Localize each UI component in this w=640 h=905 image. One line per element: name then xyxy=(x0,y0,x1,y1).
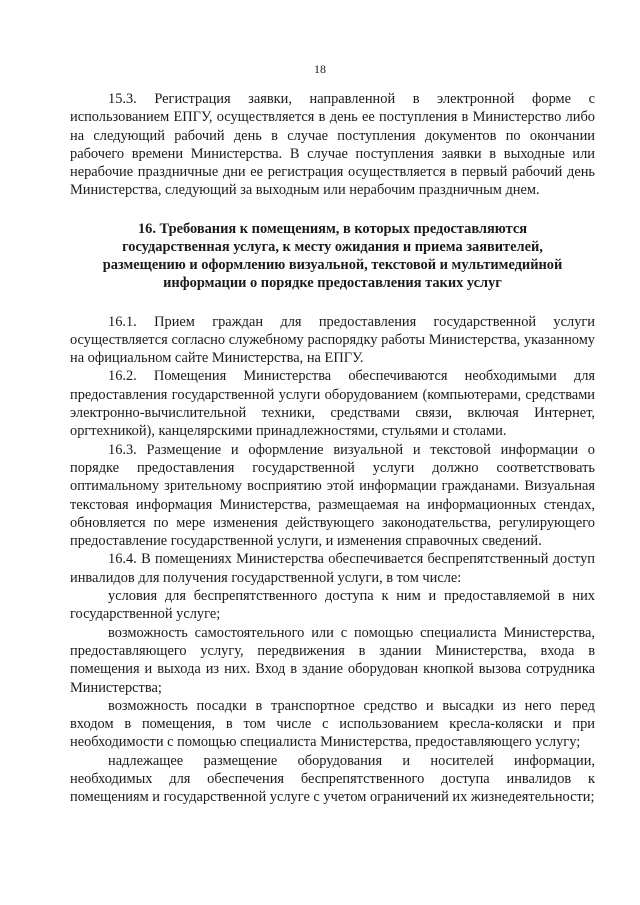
condition-movement: возможность самостоятельного или с помощью специалиста Министерства, предоставляющего услугу, передвижения в здании Министерства, входа в помещения и выхода из них. Вход в здание оборудован кнопкой вызова сотрудника Министерства; xyxy=(70,624,595,696)
condition-accessibility: условия для беспрепятственного доступа к ним и предоставляемой в них государственной услуге; xyxy=(70,588,595,623)
heading-line: 16. Требования к помещениям, в которых предоставляются xyxy=(137,220,528,237)
heading-line: государственная услуга, к месту ожидания и приема заявителей, xyxy=(122,238,543,255)
heading-line: размещению и оформлению визуальной, текстовой и мультимедийной xyxy=(102,257,563,274)
condition-equipment: надлежащее размещение оборудования и носителей информации, необходимых для обеспечения беспрепятственного доступа инвалидов к помещениям и государственной услуге с учетом ограничений их жизнедеятельности; xyxy=(70,752,595,806)
heading-line: информации о порядке предоставления таких услуг xyxy=(163,275,502,292)
document-body xyxy=(70,90,595,807)
paragraph-16-1: 16.1. Прием граждан для предоставления государственной услуги осуществляется согласно служебному распорядку работы Министерства, указанному на официальном сайте Министерства, на ЕПГУ. xyxy=(70,313,595,367)
condition-transport: возможность посадки в транспортное средство и высадки из него перед входом в помещения, в том числе с использованием кресла-коляски и при необходимости с помощью специалиста Министерства, предоставляющего услугу; xyxy=(70,697,595,751)
paragraph-15-3: 15.3. Регистрация заявки, направленной в электронной форме с использованием ЕПГУ, осуществляется в день ее поступления в Министерство либо на следующий рабочий день в случае поступления документов по окончании рабочего времени Министерства. В случае поступления заявки в выходные или нерабочие праздничные дни ее регистрация осуществляется в первый рабочий день Министерства, следующий за выходным или нерабочим праздничным днем. xyxy=(70,91,595,199)
paragraph-16-4: 16.4. В помещениях Министерства обеспечивается беспрепятственный доступ инвалидов для получения государственной услуги, в том числе: xyxy=(70,551,595,586)
section-heading-16 xyxy=(70,220,595,293)
paragraph-16-2: 16.2. Помещения Министерства обеспечиваются необходимыми для предоставления государственной услуги оборудованием (компьютерами, средствами электронно-вычислительной техники, средствами связи, включая Интернет, оргтехникой), канцелярскими принадлежностями, стульями и столами. xyxy=(70,368,595,440)
page-number: 18 xyxy=(314,62,326,76)
paragraph-16-3: 16.3. Размещение и оформление визуальной и текстовой информации о порядке предоставления государственной услуги должно соответствовать оптимальному зрительному восприятию этой информации гражданами. Визуальная текстовая информация Министерства, размещаемая на информационных стендах, обновляется по мере изменения действующего законодательства, регулирующего предоставление государственной услуги, и изменения справочных сведений. xyxy=(70,441,595,550)
